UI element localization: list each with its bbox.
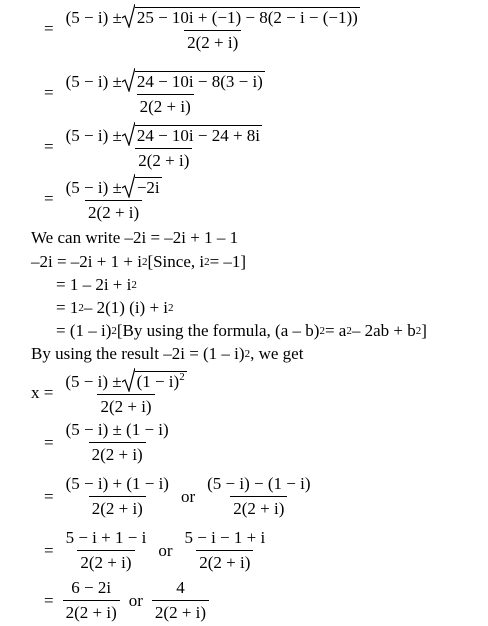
text-content: = (1 – i) bbox=[56, 321, 112, 340]
denominator: 2(2 + i) bbox=[137, 94, 194, 117]
text-content: , we get bbox=[250, 344, 304, 363]
text-line-3: = 1 – 2i + i 2 bbox=[56, 275, 137, 294]
or-connector: or bbox=[128, 590, 143, 610]
fraction-left bbox=[63, 474, 172, 519]
radical bbox=[122, 4, 360, 28]
x-equation-line bbox=[31, 368, 193, 417]
square-root-icon bbox=[122, 68, 135, 92]
numerator: (5 − i) − (1 − i) bbox=[207, 474, 311, 493]
step-line-3 bbox=[44, 122, 268, 171]
radical bbox=[122, 122, 262, 146]
numerator: 6 − 2i bbox=[71, 578, 112, 597]
radical bbox=[122, 174, 162, 198]
denominator: 2(2 + i) bbox=[63, 600, 120, 623]
superscript: 2 bbox=[179, 371, 185, 383]
step-line-2 bbox=[44, 68, 271, 117]
fraction-right bbox=[181, 528, 268, 573]
fraction bbox=[63, 420, 172, 465]
denominator: 2(2 + i) bbox=[152, 600, 209, 623]
equals-sign: = bbox=[44, 486, 54, 506]
radical bbox=[122, 368, 187, 392]
text-content: [By using the formula, (a – b) bbox=[116, 321, 320, 340]
denominator: 2(2 + i) bbox=[77, 550, 134, 573]
numerator bbox=[62, 368, 189, 394]
text-content: = –1] bbox=[209, 252, 247, 271]
numerator-prefix: (5 − i) ± bbox=[65, 178, 122, 197]
text-line-2: –2i = –2i + 1 + i 2 [Since, i 2 = –1] bbox=[31, 252, 247, 271]
step-line-5 bbox=[44, 420, 175, 465]
equals-sign: = bbox=[44, 18, 54, 38]
denominator: 2(2 + i) bbox=[184, 30, 241, 53]
text-content: = 1 – 2i + i bbox=[56, 275, 132, 294]
text-line-1 bbox=[31, 228, 238, 248]
step-line-8 bbox=[44, 578, 212, 623]
numerator-prefix: (5 − i) ± bbox=[65, 372, 122, 391]
text-line-4: = 1 2 – 2(1) (i) + i 2 bbox=[56, 298, 174, 317]
denominator: 2(2 + i) bbox=[196, 550, 253, 573]
equals-sign: = bbox=[44, 432, 54, 452]
numerator-prefix: (5 − i) ± bbox=[65, 126, 122, 145]
numerator: 5 − i + 1 − i bbox=[65, 528, 147, 547]
fraction bbox=[63, 174, 165, 223]
step-line-4 bbox=[44, 174, 168, 223]
text-content: ] bbox=[421, 321, 427, 340]
or-connector: or bbox=[180, 486, 196, 506]
text-content: – 2ab + b bbox=[351, 321, 416, 340]
denominator: 2(2 + i) bbox=[89, 496, 146, 519]
equals-sign: = bbox=[44, 540, 54, 560]
equals-sign: = bbox=[44, 188, 54, 208]
or-connector: or bbox=[158, 540, 173, 560]
numerator bbox=[63, 4, 363, 30]
square-root-icon bbox=[122, 174, 135, 198]
radicand: 25 − 10i + (−1) − 8(2 − i − (−1)) bbox=[136, 8, 358, 27]
text-line-5: = (1 – i) 2 [By using the formula, (a – b) 2 = a 2 – 2ab + b 2 ] bbox=[56, 321, 427, 340]
radicand: 24 − 10i − 24 + 8i bbox=[136, 126, 261, 145]
text-content: We can write –2i = –2i + 1 – 1 bbox=[31, 228, 239, 247]
square-root-icon bbox=[122, 368, 135, 392]
step-line-6 bbox=[44, 474, 316, 519]
numerator-prefix: (5 − i) ± bbox=[65, 8, 122, 27]
fraction-left bbox=[63, 528, 150, 573]
denominator: 2(2 + i) bbox=[85, 200, 142, 223]
fraction-right bbox=[152, 578, 209, 623]
radicand-base: (1 − i) bbox=[136, 372, 180, 391]
step-line-1 bbox=[44, 4, 366, 53]
equals-sign: = bbox=[44, 136, 54, 156]
fraction bbox=[62, 368, 189, 417]
square-root-icon bbox=[122, 122, 135, 146]
denominator: 2(2 + i) bbox=[135, 148, 192, 171]
radical bbox=[122, 68, 265, 92]
text-content: By using the result –2i = (1 – i) bbox=[31, 344, 245, 363]
numerator bbox=[63, 174, 165, 200]
fraction bbox=[63, 122, 265, 171]
step-line-7 bbox=[44, 528, 271, 573]
text-line-6: By using the result –2i = (1 – i) 2 , we get bbox=[31, 344, 304, 363]
square-root-icon bbox=[122, 4, 135, 28]
numerator: 5 − i − 1 + i bbox=[184, 528, 266, 547]
numerator-prefix: (5 − i) ± bbox=[65, 72, 122, 91]
denominator: 2(2 + i) bbox=[230, 496, 287, 519]
equals-sign: = bbox=[44, 590, 54, 610]
fraction bbox=[63, 68, 268, 117]
text-content: = a bbox=[324, 321, 347, 340]
denominator: 2(2 + i) bbox=[89, 442, 146, 465]
radicand: −2i bbox=[136, 178, 160, 197]
fraction-right bbox=[204, 474, 313, 519]
text-content: = 1 bbox=[56, 298, 79, 317]
numerator: (5 − i) ± (1 − i) bbox=[65, 420, 169, 439]
numerator bbox=[63, 68, 268, 94]
radicand bbox=[135, 371, 187, 392]
numerator bbox=[63, 122, 265, 148]
fraction bbox=[63, 4, 363, 53]
fraction-left bbox=[63, 578, 120, 623]
equals-sign: = bbox=[44, 82, 54, 102]
x-equals-label: x = bbox=[31, 382, 54, 402]
text-content: – 2(1) (i) + i bbox=[83, 298, 169, 317]
denominator: 2(2 + i) bbox=[97, 394, 154, 417]
text-content: –2i = –2i + 1 + i bbox=[31, 252, 142, 271]
numerator: (5 − i) + (1 − i) bbox=[65, 474, 169, 493]
text-content: [Since, i bbox=[147, 252, 205, 271]
radicand: 24 − 10i − 8(3 − i) bbox=[136, 72, 263, 91]
numerator: 4 bbox=[176, 578, 185, 597]
